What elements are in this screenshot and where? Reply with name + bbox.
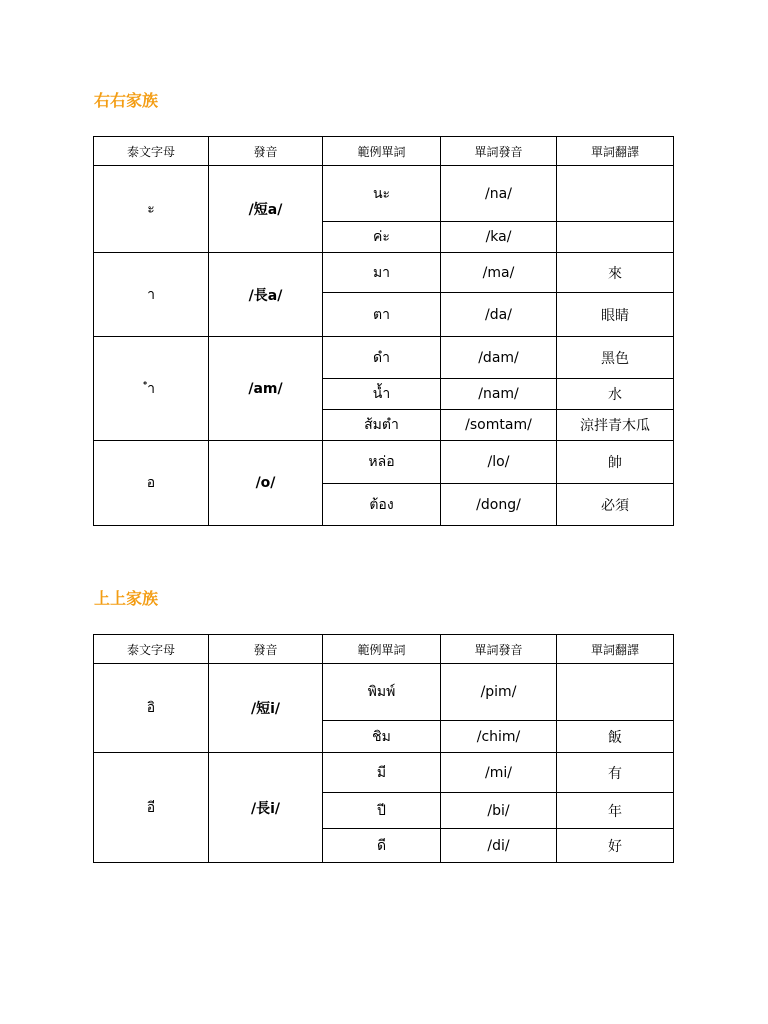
word-pronunciation: /mi/ <box>441 753 557 793</box>
word-translation <box>557 222 674 253</box>
word-translation: 飯 <box>557 721 674 753</box>
word-pronunciation: /chim/ <box>441 721 557 753</box>
example-word: มา <box>323 253 441 293</box>
word-pronunciation: /nam/ <box>441 379 557 410</box>
header-word-translation: 單詞翻譯 <box>557 635 674 664</box>
header-example-word: 範例單詞 <box>323 137 441 166</box>
example-word: มี <box>323 753 441 793</box>
vowel-pronunciation: /長i/ <box>209 753 323 863</box>
header-word-pronunciation: 單詞發音 <box>441 137 557 166</box>
example-word: ชิม <box>323 721 441 753</box>
thai-letter: า <box>94 253 209 337</box>
vowel-table-top-family <box>93 634 674 863</box>
header-thai-letter: 泰文字母 <box>94 635 209 664</box>
thai-letter: อิ <box>94 664 209 753</box>
word-translation: 帥 <box>557 441 674 484</box>
example-word: ส้มตำ <box>323 410 441 441</box>
example-word: พิมพ์ <box>323 664 441 721</box>
word-pronunciation: /ma/ <box>441 253 557 293</box>
header-pronunciation: 發音 <box>209 635 323 664</box>
example-word: น้ำ <box>323 379 441 410</box>
example-word: ดำ <box>323 337 441 379</box>
word-pronunciation: /na/ <box>441 166 557 222</box>
word-translation: 好 <box>557 829 674 863</box>
table-row <box>94 166 674 222</box>
word-pronunciation: /dam/ <box>441 337 557 379</box>
word-pronunciation: /di/ <box>441 829 557 863</box>
word-pronunciation: /lo/ <box>441 441 557 484</box>
table-header-row <box>94 137 674 166</box>
word-pronunciation: /ka/ <box>441 222 557 253</box>
header-pronunciation: 發音 <box>209 137 323 166</box>
example-word: นะ <box>323 166 441 222</box>
word-translation: 眼睛 <box>557 293 674 337</box>
word-translation: 水 <box>557 379 674 410</box>
header-thai-letter: 泰文字母 <box>94 137 209 166</box>
word-translation: 年 <box>557 793 674 829</box>
word-translation <box>557 664 674 721</box>
table-row <box>94 441 674 484</box>
example-word: ปี <box>323 793 441 829</box>
vowel-pronunciation: /長a/ <box>209 253 323 337</box>
word-translation: 涼拌青木瓜 <box>557 410 674 441</box>
example-word: ค่ะ <box>323 222 441 253</box>
example-word: ตา <box>323 293 441 337</box>
header-word-translation: 單詞翻譯 <box>557 137 674 166</box>
vowel-pronunciation: /am/ <box>209 337 323 441</box>
header-example-word: 範例單詞 <box>323 635 441 664</box>
word-pronunciation: /da/ <box>441 293 557 337</box>
vowel-pronunciation: /短i/ <box>209 664 323 753</box>
header-word-pronunciation: 單詞發音 <box>441 635 557 664</box>
word-translation: 來 <box>557 253 674 293</box>
example-word: ดี <box>323 829 441 863</box>
table-header-row <box>94 635 674 664</box>
table-row <box>94 664 674 721</box>
word-pronunciation: /pim/ <box>441 664 557 721</box>
word-translation: 黑色 <box>557 337 674 379</box>
table-row <box>94 337 674 379</box>
section-title-right-family: 右右家族 <box>94 91 159 110</box>
section-title-top-family: 上上家族 <box>94 589 159 608</box>
example-word: ต้อง <box>323 484 441 526</box>
table-row <box>94 753 674 793</box>
thai-letter: ะ <box>94 166 209 253</box>
word-translation <box>557 166 674 222</box>
thai-letter: อี <box>94 753 209 863</box>
word-translation: 有 <box>557 753 674 793</box>
table-row <box>94 253 674 293</box>
vowel-table-right-family <box>93 136 674 526</box>
word-pronunciation: /dong/ <box>441 484 557 526</box>
example-word: หล่อ <box>323 441 441 484</box>
vowel-pronunciation: /短a/ <box>209 166 323 253</box>
word-pronunciation: /bi/ <box>441 793 557 829</box>
word-translation: 必須 <box>557 484 674 526</box>
vowel-pronunciation: /o/ <box>209 441 323 526</box>
thai-letter: ำ <box>94 337 209 441</box>
thai-letter: อ <box>94 441 209 526</box>
word-pronunciation: /somtam/ <box>441 410 557 441</box>
